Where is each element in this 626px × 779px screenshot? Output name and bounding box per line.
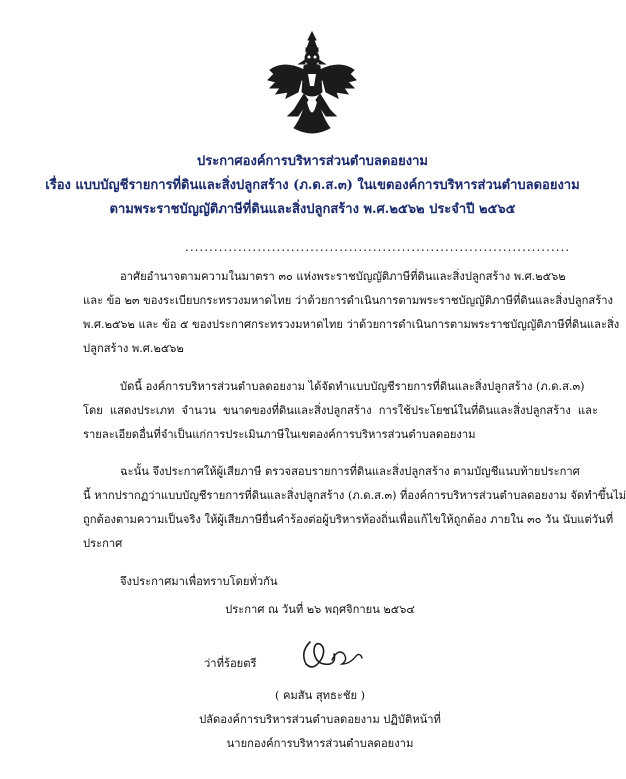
announcement-subject: เรื่อง แบบบัญชีรายการที่ดินและสิ่งปลูกสร้าง (ภ.ด.ส.๓) ในเขตองค์การบริหารส่วนตำบลดอยงาม — [45, 178, 580, 193]
paragraph-1-line-4: ปลูกสร้าง พ.ศ.๒๕๖๒ — [83, 342, 184, 355]
paragraph-2-line-1: บัดนี้ องค์การบริหารส่วนตำบลดอยงาม ได้จัดทำแบบบัญชีรายการที่ดินและสิ่งปลูกสร้าง (ภ.ด.ส.๓) — [120, 380, 585, 393]
announcement-date: ประกาศ ณ วันที่ ๒๖ พฤศจิกายน ๒๕๖๔ — [225, 603, 415, 616]
signer-position-line-2: นายกองค์การบริหารส่วนตำบลดอยงาม — [226, 737, 414, 750]
signer-position-line-1: ปลัดองค์การบริหารส่วนตำบลดอยงาม ปฏิบัติหน้าที่ — [199, 713, 441, 726]
paragraph-3-line-2: นี้ หากปรากฏว่าแบบบัญชีรายการที่ดินและสิ่งปลูกสร้าง (ภ.ด.ส.๓) ที่องค์การบริหารส่วนตำบลดอยงาม จัดทำขึ้นไม่ — [83, 489, 626, 502]
signer-rank: ว่าที่ร้อยตรี — [204, 657, 257, 670]
closing-statement: จึงประกาศมาเพื่อทราบโดยทั่วกัน — [120, 575, 278, 588]
paragraph-3-line-3: ถูกต้องตามความเป็นจริง ให้ผู้เสียภาษียื่นคำร้องต่อผู้บริหารท้องถิ่นเพื่อแก้ไขให้ถูกต้อง ภายใน ๓๐ วัน นับแต่วันที่ — [83, 513, 614, 526]
signer-name: ( คมสัน สุทธะชัย ) — [275, 689, 365, 702]
separator-dots: ................................................................................ — [185, 240, 571, 254]
paragraph-3-line-4: ประกาศ — [83, 537, 123, 550]
paragraph-3-line-1: ฉะนั้น จึงประกาศให้ผู้เสียภาษี ตรวจสอบรายการที่ดินและสิ่งปลูกสร้าง ตามบัญชีแนบท้ายประกาศ — [120, 465, 580, 478]
announcement-reference: ตามพระราชบัญญัติภาษีที่ดินและสิ่งปลูกสร้าง พ.ศ.๒๕๖๒ ประจำปี ๒๕๖๕ — [109, 202, 516, 217]
paragraph-2-line-3: รายละเอียดอื่นที่จำเป็นแก่การประเมินภาษีในเขตองค์การบริหารส่วนตำบลดอยงาม — [83, 428, 476, 441]
signature-icon — [296, 634, 370, 674]
paragraph-1-line-2: และ ข้อ ๒๓ ของระเบียบกระทรวงมหาดไทย ว่าด้วยการดำเนินการตามพระราชบัญญัติภาษีที่ดินและสิ่งปลูกสร้าง — [83, 294, 613, 307]
paragraph-2-line-2: โดย แสดงประเภท จำนวน ขนาดของที่ดินและสิ่งปลูกสร้าง การใช้ประโยชน์ในที่ดินและสิ่งปลูกสร้าง และ — [83, 404, 598, 417]
announcement-title: ประกาศองค์การบริหารส่วนตำบลดอยงาม — [197, 154, 428, 169]
garuda-emblem-icon — [264, 30, 360, 142]
paragraph-1-line-1: อาศัยอำนาจตามความในมาตรา ๓๐ แห่งพระราชบัญญัติภาษีที่ดินและสิ่งปลูกสร้าง พ.ศ.๒๕๖๒ — [120, 270, 566, 283]
paragraph-1-line-3: พ.ศ.๒๕๖๒ และ ข้อ ๕ ของประกาศกระทรวงมหาดไทย ว่าด้วยการดำเนินการตามพระราชบัญญัติภาษีที่ดินและสิ่ง — [83, 318, 620, 331]
